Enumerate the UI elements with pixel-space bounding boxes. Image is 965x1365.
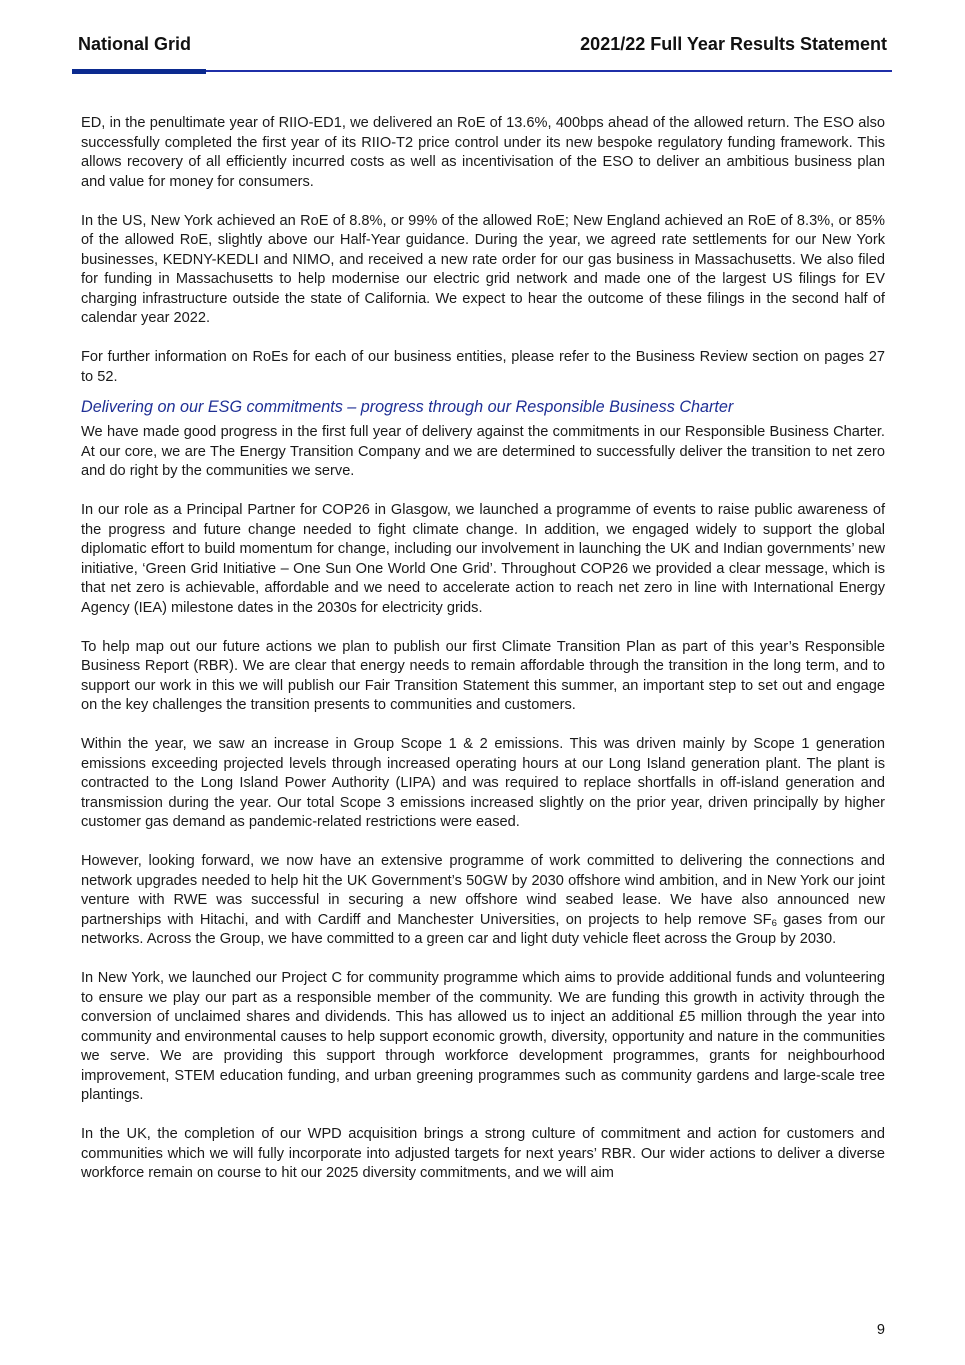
- header-accent-bar: [72, 69, 206, 74]
- paragraph-uk-roe: ED, in the penultimate year of RIIO-ED1, we delivered an RoE of 13.6%, 400bps ahead of the allowed return. The ESO also successfully completed the first year of its RIIO-T2 price control under its new bespoke regulatory funding framework. This allows recovery of all efficiently incurred costs as well as incentivisation of the ESO to deliver an ambitious business plan and value for money for consumers.: [81, 115, 885, 190]
- paragraph-climate-transition-plan: To help map out our future actions we plan to publish our first Climate Transition Plan as part of this year’s Responsible Business Report (RBR). We are clear that energy needs to remain affordable through the transition in the long term, and to support our work in this we will publish our Fair Transition Statement this summer, an important step to set out and engage on the key challenges the transition presents to communities and customers.: [81, 638, 885, 713]
- paragraph-emissions: Within the year, we saw an increase in Group Scope 1 & 2 emissions. This was driven mainly by Scope 1 generation emissions exceeding projected levels through increased operating hours at our Long Island generation plant. The plant is contracted to the Long Island Power Authority (LIPA) and was required to replace shortfalls in off-island generation and transmission during the year. Our total Scope 3 emissions increased slightly on the prior year, driven principally by higher customer gas demand as pandemic-related restrictions were eased.: [81, 736, 885, 830]
- paragraph-looking-forward: [81, 852, 885, 950]
- paragraph-project-c: In New York, we launched our Project C for community programme which aims to provide additional funds and volunteering to ensure we play our part as a responsible member of the community. We are funding this growth in activity through the conversion of unclaimed shares and dividends. This has allowed us to inject an additional £5 million through the year into community and environmental causes to help support economic growth, diversity, opportunity and nature in the communities we serve. We are providing this support through workforce development programmes, grants for neighbourhood improvement, STEM education funding, and urban greening programmes such as community gardens and large-scale tree plantings.: [81, 970, 885, 1103]
- page-number: 9: [876, 1322, 885, 1338]
- paragraph-further-info: For further information on RoEs for each of our business entities, please refer to the Business Review section on pages 27 to 52.: [81, 349, 885, 385]
- page-body: [81, 114, 885, 1203]
- section-heading-esg: Delivering on our ESG commitments – progress through our Responsible Business Charter: [81, 398, 734, 416]
- sf6-subscript: 6: [771, 917, 777, 929]
- paragraph-wpd-acquisition: In the UK, the completion of our WPD acquisition brings a strong culture of commitment and action for customers and communities which we will fully incorporate into adjusted targets for next years’ RBR. Our wider actions to deliver a diverse workforce remain on course to hit our 2025 diversity commitments, and we will aim: [81, 1126, 885, 1181]
- paragraph-esg-progress: We have made good progress in the first full year of delivery against the commitments in our Responsible Business Charter. At our core, we are The Energy Transition Company and we are determined to successfully deliver the transition to net zero and do right by the communities we serve.: [81, 424, 885, 479]
- paragraph-cop26: In our role as a Principal Partner for COP26 in Glasgow, we launched a programme of events to raise public awareness of the progress and future change needed to fight climate change. In addition, we engaged widely to support the global diplomatic effort to build momentum for change, including our involvement in launching the UK and Indian governments’ new initiative, ‘Green Grid Initiative – One Sun One World One Grid’. Throughout COP26 we provided a clear message, which is that net zero is achievable, affordable and we need to accelerate action to reach net zero in line with International Energy Agency (IEA) milestone dates in the 2030s for electricity grids.: [81, 502, 885, 616]
- company-name: National Grid: [78, 34, 192, 54]
- paragraph-us-roe: In the US, New York achieved an RoE of 8.8%, or 99% of the allowed RoE; New England achieved an RoE of 8.3%, or 85% of the allowed RoE, slightly above our Half-Year guidance. During the year, we agreed rate settlements for our New York businesses, KEDNY-KEDLI and NIMO, and received a new rate order for our gas business in Massachusetts. We also filed for funding in Massachusetts to help modernise our electric grid network and made one of the largest US filings for EV charging infrastructure outside the state of California. We expect to hear the outcome of these filings in the second half of calendar year 2022.: [81, 212, 885, 326]
- looking-forward-text-a: However, looking forward, we now have an extensive programme of work committed to delivering the connections and network upgrades needed to help hit the UK Government’s 50GW by 2030 offshore wind ambition, and in New York our joint venture with RWE was successful in securing a new offshore wind seabed lease. We have also announced new partnerships with Hitachi, and with Cardiff and Manchester Universities, on projects to help remove SF: [81, 853, 885, 928]
- page-header: [78, 34, 887, 58]
- document-title: 2021/22 Full Year Results Statement: [580, 34, 887, 54]
- looking-forward-text-b: gases from our networks. Across the Group, we have committed to a green car and light duty vehicle fleet across the Group by 2030.: [81, 911, 886, 947]
